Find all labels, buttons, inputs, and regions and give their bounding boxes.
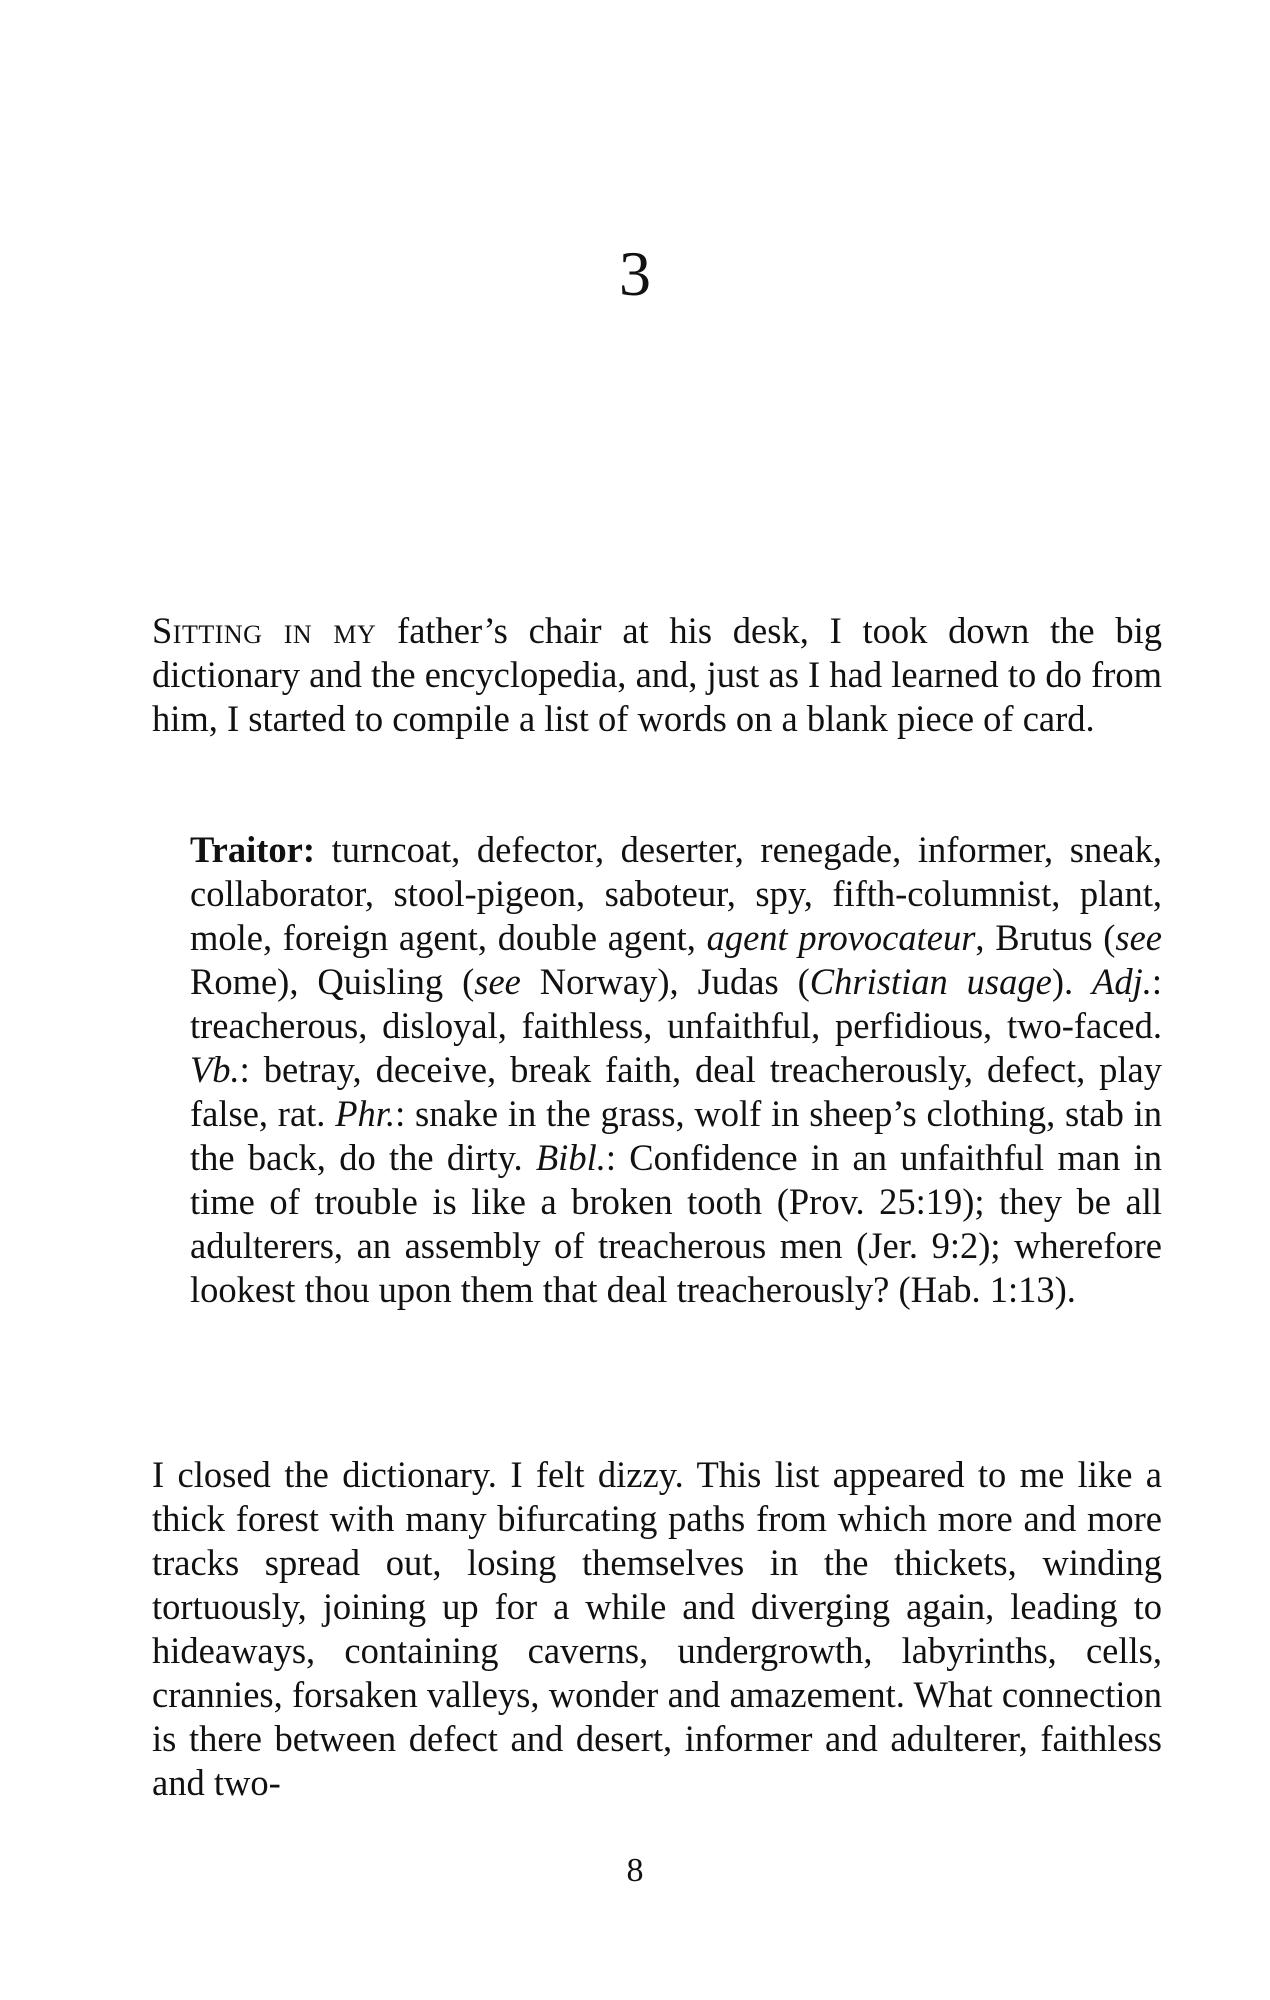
entry-see-ref: see bbox=[474, 961, 521, 1002]
opening-text: father’s chair at his desk, I took down the big dictionary and the encyclopedia, and, just as I had learned to do from him, I started to compile a list of words on a blank piece of card. bbox=[152, 610, 1163, 739]
entry-text: , Brutus ( bbox=[975, 917, 1116, 958]
opening-small-caps: Sitting in my bbox=[152, 610, 377, 651]
entry-see-ref: see bbox=[1115, 917, 1163, 958]
entry-biblical-quotes: : Confidence in an unfaithful man in time of trouble is like a broken tooth (Prov. 25:19); they be all adulterers, an assembly of treacherous men (Jer. 9:2); wherefore lookest thou upon them that deal treacherously? (Hab. 1:13). bbox=[190, 1137, 1163, 1310]
entry-italic-phrase: agent provocateur bbox=[706, 917, 976, 958]
page-number: 8 bbox=[626, 1852, 644, 1889]
entry-verbs: : betray, deceive, break faith, deal treacherously, defect, play false, rat. bbox=[190, 1049, 1162, 1134]
opening-paragraph bbox=[152, 609, 1162, 741]
entry-label-adj: Adj. bbox=[1092, 961, 1152, 1002]
entry-usage-note: Christian usage bbox=[809, 961, 1052, 1002]
entry-label-vb: Vb. bbox=[190, 1049, 240, 1090]
entry-label-bibl: Bibl. bbox=[535, 1137, 606, 1178]
entry-text: Rome), Quisling ( bbox=[190, 961, 475, 1002]
chapter-number: 3 bbox=[619, 238, 651, 309]
entry-phrases: : snake in the grass, wolf in sheep’s clothing, stab in the back, do the dirty. bbox=[190, 1093, 1162, 1178]
entry-text: Norway), Judas ( bbox=[520, 961, 810, 1002]
entry-text: ). bbox=[1051, 961, 1093, 1002]
entry-headword: Traitor: bbox=[190, 829, 315, 870]
entry-synonyms: turncoat, defector, deserter, renegade, informer, sneak, collaborator, stool-pigeon, saboteur, spy, fifth-columnist, plant, mole, foreign agent, double agent, bbox=[190, 829, 1162, 958]
entry-adjectives: : treacherous, disloyal, faithless, unfaithful, perfidious, two-faced. bbox=[190, 961, 1162, 1046]
entry-label-phr: Phr. bbox=[335, 1093, 396, 1134]
closing-paragraph: I closed the dictionary. I felt dizzy. This list appeared to me like a thick forest with many bifurcating paths from which more and more tracks spread out, losing themselves in the thickets, winding tortuously, joining up for a while and diverging again, leading to hideaways, containing caverns, undergrowth, labyrinths, cells, crannies, forsaken valleys, wonder and amazement. What connection is there between defect and desert, informer and adulterer, faithless and two- bbox=[152, 1454, 1162, 1803]
dictionary-entry bbox=[190, 828, 1162, 1312]
